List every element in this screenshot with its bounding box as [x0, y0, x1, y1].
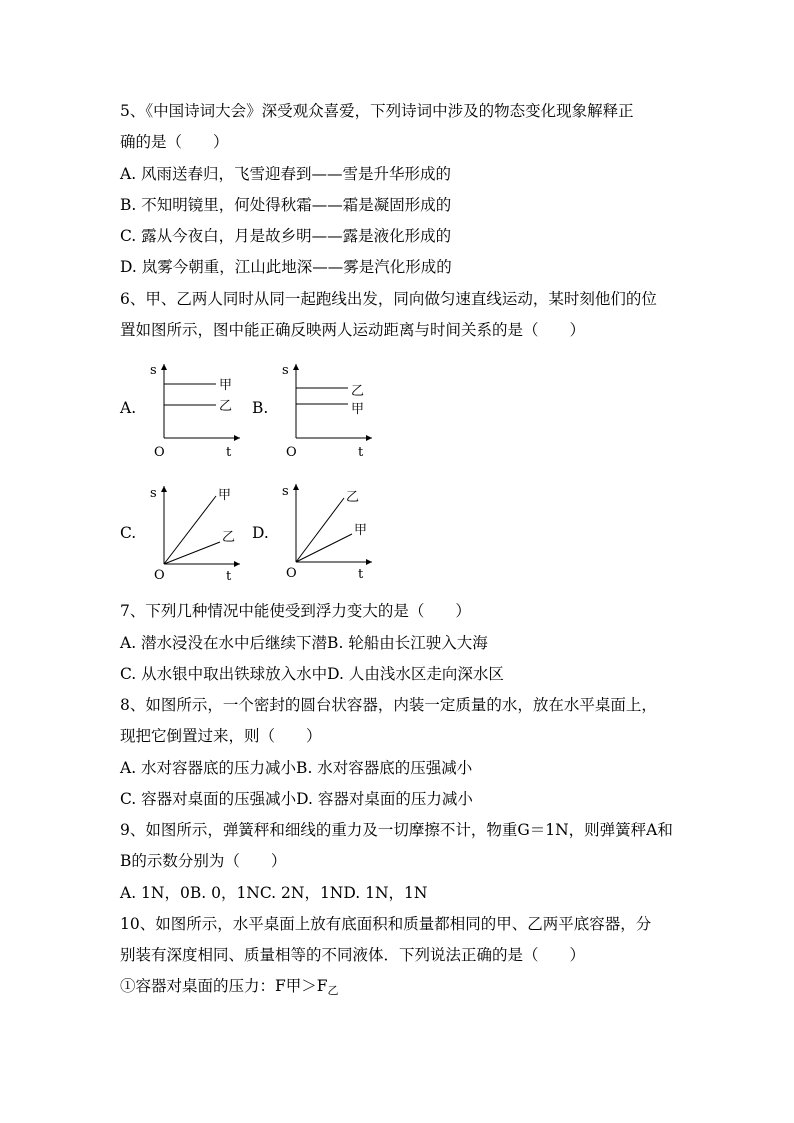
- q9-stem-line2: B的示数分别为（ ）: [120, 852, 287, 870]
- q6-c-yi: 乙: [222, 530, 236, 545]
- q6-a-origin: O: [154, 445, 165, 460]
- q6-label-b: B.: [252, 399, 269, 417]
- q6-b-axis-s: s: [282, 363, 289, 378]
- q5-stem-line1: 5、《中国诗词大会》深受观众喜爱，下列诗词中涉及的物态变化现象解释正: [120, 102, 634, 120]
- q9-options: A. 1N，0B. 0，1NC. 2N，1ND. 1N，1N: [120, 884, 428, 902]
- q5-option-a: A. 风雨送春归，飞雪迎春到——雪是升华形成的: [120, 165, 452, 183]
- q5-option-d: D. 岚雾今朝重，江山此地深——雾是汽化形成的: [120, 258, 452, 276]
- q10-item-1-text: ①容器对桌面的压力：F甲＞F: [120, 977, 328, 995]
- q6-b-jia: 甲: [351, 402, 365, 417]
- q7-options-cd: C. 从水银中取出铁球放入水中D. 人由浅水区走向深水区: [120, 665, 504, 683]
- q10-stem-line1: 10、如图所示，水平桌面上放有底面积和质量都相同的甲、乙两平底容器，分: [120, 915, 652, 933]
- q6-graph-a: [140, 360, 250, 460]
- q6-label-d: D.: [252, 524, 269, 542]
- q10-stem-line2: 别装有深度相同、质量相等的不同液体．下列说法正确的是（ ）: [120, 946, 586, 964]
- q8-stem-line1: 8、如图所示，一个密封的圆台状容器，内装一定质量的水，放在水平桌面上，: [120, 696, 657, 714]
- q6-d-jia: 甲: [354, 523, 368, 538]
- q7-stem: 7、下列几种情况中能使受到浮力变大的是（ ）: [120, 602, 471, 620]
- q6-a-yi: 乙: [219, 399, 233, 414]
- q6-b-origin: O: [286, 445, 297, 460]
- q7-options-ab: A. 潜水浸没在水中后继续下潜B. 轮船由长江驶入大海: [120, 634, 488, 652]
- q6-c-axis-t: t: [226, 569, 232, 582]
- q6-graph-d: [272, 480, 382, 580]
- q6-c-origin: O: [154, 568, 165, 582]
- q5-option-b: B. 不知明镜里，何处得秋霜——霜是凝固形成的: [120, 196, 452, 214]
- q5-stem-line2: 确的是（ ）: [120, 133, 229, 151]
- q6-b-yi: 乙: [351, 384, 365, 399]
- q6-b-axis-t: t: [358, 445, 364, 460]
- q6-stem-line2: 置如图所示，图中能正确反映两人运动距离与时间关系的是（ ）: [120, 321, 586, 339]
- q6-c-jia: 甲: [218, 488, 232, 503]
- q10-item-1-subscript: 乙: [327, 984, 339, 997]
- q6-d-axis-t: t: [358, 567, 364, 580]
- q6-c-axis-s: s: [150, 486, 157, 501]
- q6-graph-b: [272, 360, 382, 460]
- q6-label-a: A.: [120, 399, 137, 417]
- q6-d-axis-s: s: [282, 484, 289, 499]
- q6-label-c: C.: [120, 524, 137, 542]
- q6-a-axis-t: t: [226, 445, 232, 460]
- q9-stem-line1: 9、如图所示，弹簧秤和细线的重力及一切摩擦不计，物重G＝1N，则弹簧秤A和: [120, 821, 673, 839]
- q6-stem-line1: 6、甲、乙两人同时从同一起跑线出发，同向做匀速直线运动，某时刻他们的位: [120, 290, 657, 308]
- q6-graph-c: [140, 482, 250, 582]
- q6-d-yi: 乙: [346, 490, 360, 505]
- q8-stem-line2: 现把它倒置过来，则（ ）: [120, 727, 322, 745]
- q8-options-ab: A. 水对容器底的压力减小B. 水对容器底的压强减小: [120, 759, 473, 777]
- q10-item-1: [120, 976, 339, 1001]
- q8-options-cd: C. 容器对桌面的压强减小D. 容器对桌面的压力减小: [120, 790, 473, 808]
- q6-a-jia: 甲: [219, 378, 233, 393]
- q5-option-c: C. 露从今夜白，月是故乡明——露是液化形成的: [120, 227, 452, 245]
- q6-d-origin: O: [286, 566, 297, 580]
- q6-a-axis-s: s: [150, 363, 157, 378]
